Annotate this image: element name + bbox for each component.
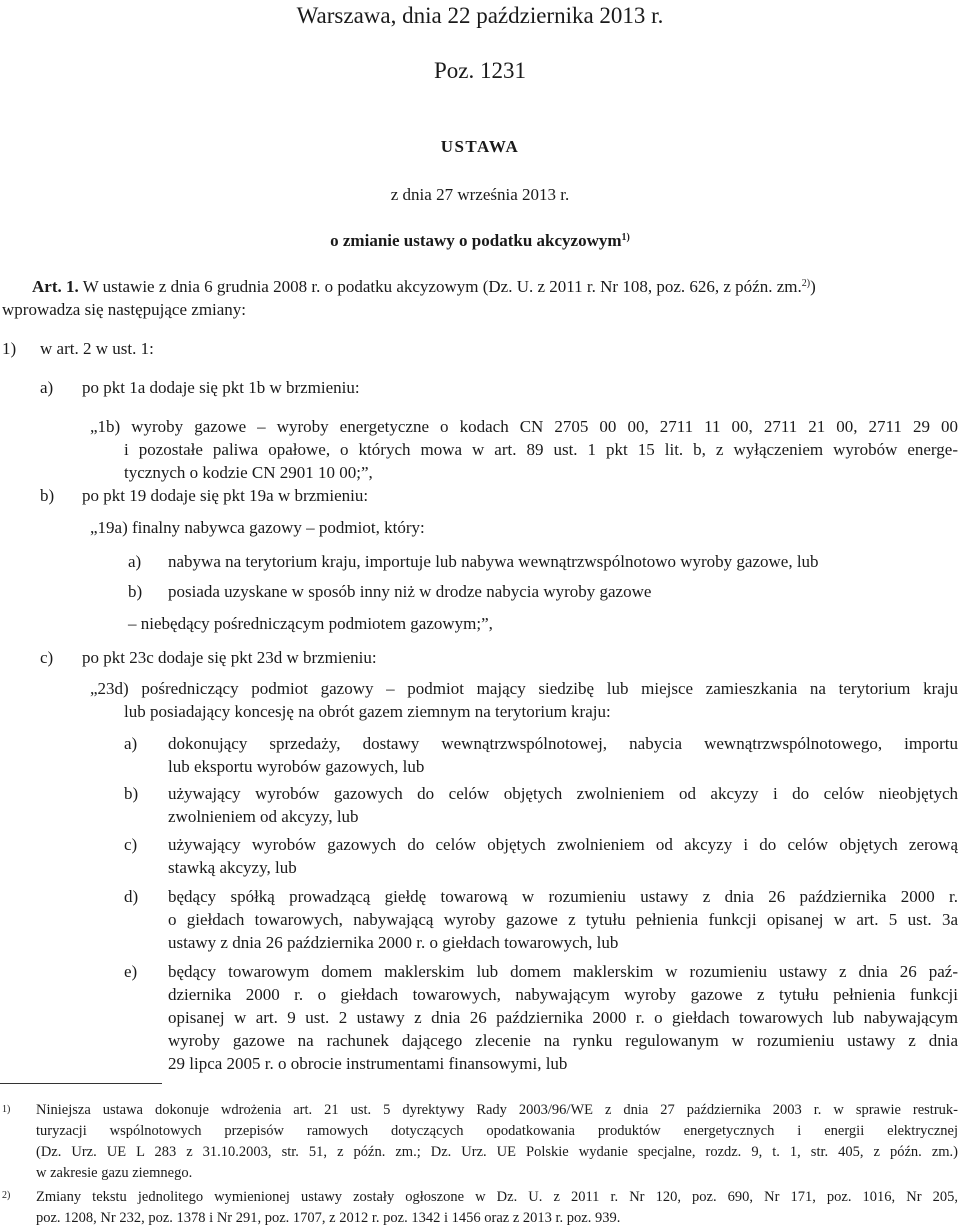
- quote-23d-b-line2: zwolnieniem od akcyzy, lub: [168, 807, 359, 826]
- footnote-ref-2: 2): [801, 278, 811, 289]
- footnote-1-line4: w zakresie gazu ziemnego.: [36, 1165, 193, 1181]
- quote-23d-d-label: d): [124, 887, 139, 906]
- footnote-1-line1: Niniejsza ustawa dokonuje wdrożenia art. 21 ust. 5 dyrektywy Rady 2003/96/WE z dnia 27 października 2003 r. w sprawie restruk-: [36, 1102, 958, 1118]
- letter-b-label: b): [40, 486, 55, 505]
- quote-19a-a-text: nabywa na terytorium kraju, importuje lub nabywa wewnątrzwspólnotowo wyroby gazowe, lub: [168, 552, 819, 571]
- quote-23d-e-line3: opisanej w art. 9 ust. 2 ustawy z dnia 26 października 2000 r. o giełdach towarowych lub nabywającym: [168, 1008, 958, 1027]
- act-subject-text: o zmianie ustawy o podatku akcyzowym: [330, 231, 622, 250]
- quote-23d-b-line1: używający wyrobów gazowych do celów objętych zwolnieniem od akcyzy i do celów nieobjętych: [168, 784, 958, 803]
- letter-a-label: a): [40, 378, 54, 397]
- letter-c-text: po pkt 23c dodaje się pkt 23d w brzmieniu:: [82, 648, 377, 667]
- quote-23d-d-line3: ustawy z dnia 26 października 2000 r. o giełdach towarowych, lub: [168, 933, 619, 952]
- quote-23d-e-line5: 29 lipca 2005 r. o obrocie instrumentami finansowymi, lub: [168, 1054, 568, 1073]
- footnote-1-line2: turyzacji wspólnotowych przepisów ramowych dotyczących opodatkowania produktów energetycznych i energii elektrycznej: [36, 1123, 958, 1139]
- quote-23d-a-line2: lub eksportu wyrobów gazowych, lub: [168, 757, 425, 776]
- footnote-ref-1: 1): [621, 232, 630, 243]
- quote-23d-e-label: e): [124, 962, 138, 981]
- quote-23d-a-line1: dokonujący sprzedaży, dostawy wewnątrzwspólnotowej, nabycia wewnątrzwspólnotowego, importu: [168, 734, 958, 753]
- place-date-header: Warszawa, dnia 22 października 2013 r.: [296, 3, 664, 28]
- quote-19a-b-label: b): [128, 582, 143, 601]
- footnote-1-mark: 1): [2, 1104, 11, 1115]
- quote-23d-line2: lub posiadający koncesję na obrót gazem ziemnym na terytorium kraju:: [124, 702, 611, 721]
- quote-19a-line1: „19a) finalny nabywca gazowy – podmiot, który:: [90, 518, 425, 537]
- footnote-separator: [0, 1083, 162, 1084]
- article-1-intro: [32, 276, 816, 298]
- position-number: Poz. 1231: [434, 58, 526, 83]
- quote-23d-e-line2: dziernika 2000 r. o giełdach towarowych, nabywającym wyroby gazowe z tytułu pełnienia funkcji: [168, 985, 958, 1004]
- quote-23d-c-line1: używający wyrobów gazowych do celów objętych zwolnieniem od akcyzy i do celów objętych zerową: [168, 835, 958, 854]
- letter-c-label: c): [40, 648, 54, 667]
- quote-19a-tail: – niebędący pośredniczącym podmiotem gazowym;”,: [128, 614, 493, 633]
- act-subject: [0, 230, 960, 252]
- quote-23d-c-line2: stawką akcyzy, lub: [168, 858, 297, 877]
- quote-1b-line3: tycznych o kodzie CN 2901 10 00;”,: [124, 463, 373, 482]
- footnote-2-mark: 2): [2, 1190, 11, 1201]
- letter-b-text: po pkt 19 dodaje się pkt 19a w brzmieniu:: [82, 486, 369, 505]
- footnote-2-line1: Zmiany tekstu jednolitego wymienionej ustawy zostały ogłoszone w Dz. U. z 2011 r. Nr 120, poz. 690, Nr 171, poz. 1016, Nr 205,: [36, 1189, 958, 1205]
- act-title: USTAWA: [440, 137, 520, 156]
- quote-19a-a-label: a): [128, 552, 142, 571]
- footnote-2-line2: poz. 1208, Nr 232, poz. 1378 i Nr 291, poz. 1707, z 2012 r. poz. 1342 i 1456 oraz z 2013 r. poz. 939.: [36, 1210, 621, 1226]
- quote-23d-d-line1: będący spółką prowadzącą giełdę towarową w rozumieniu ustawy z dnia 26 października 2000 r.: [168, 887, 958, 906]
- quote-23d-d-line2: o giełdach towarowych, nabywającą wyroby gazowe z tytułu pełnienia funkcji opisanej w art. 5 ust. 3a: [168, 910, 958, 929]
- act-date: z dnia 27 września 2013 r.: [390, 185, 570, 204]
- letter-a-text: po pkt 1a dodaje się pkt 1b w brzmieniu:: [82, 378, 360, 397]
- quote-1b-line2: i pozostałe paliwa opałowe, o których mowa w art. 89 ust. 1 pkt 15 lit. b, z wyłączeniem wyrobów energe-: [124, 440, 958, 459]
- quote-1b-line1: „1b) wyroby gazowe – wyroby energetyczne o kodach CN 2705 00 00, 2711 11 00, 2711 21 00, 2711 29 00: [90, 417, 958, 436]
- article-1-paren: ): [810, 277, 816, 296]
- footnote-1-line3: (Dz. Urz. UE L 283 z 31.10.2003, str. 51, z późn. zm.; Dz. Urz. UE Polskie wydanie specjalne, rozdz. 9, t. 1, str. 405, z późn. zm.): [36, 1144, 958, 1160]
- quote-19a-b-text: posiada uzyskane w sposób inny niż w drodze nabycia wyroby gazowe: [168, 582, 652, 601]
- quote-23d-b-label: b): [124, 784, 139, 803]
- quote-23d-c-label: c): [124, 835, 138, 854]
- article-1-text: W ustawie z dnia 6 grudnia 2008 r. o podatku akcyzowym (Dz. U. z 2011 r. Nr 108, poz. 626, z późn. zm.: [82, 277, 802, 296]
- article-1-intro-line2: wprowadza się następujące zmiany:: [2, 300, 247, 319]
- point-1-text: w art. 2 w ust. 1:: [40, 339, 154, 358]
- quote-23d-e-line4: wyroby gazowe na rachunek dającego zlecenie na rynku regulowanym w rozumieniu ustawy z dnia: [168, 1031, 958, 1050]
- quote-23d-line1: „23d) pośredniczący podmiot gazowy – podmiot mający siedzibę lub miejsce zamieszkania na terytorium kraju: [90, 679, 958, 698]
- quote-23d-a-label: a): [124, 734, 138, 753]
- article-1-label: Art. 1.: [32, 277, 79, 296]
- quote-23d-e-line1: będący towarowym domem maklerskim lub domem maklerskim w rozumieniu ustawy z dnia 26 paź-: [168, 962, 958, 981]
- point-1-number: 1): [2, 339, 17, 358]
